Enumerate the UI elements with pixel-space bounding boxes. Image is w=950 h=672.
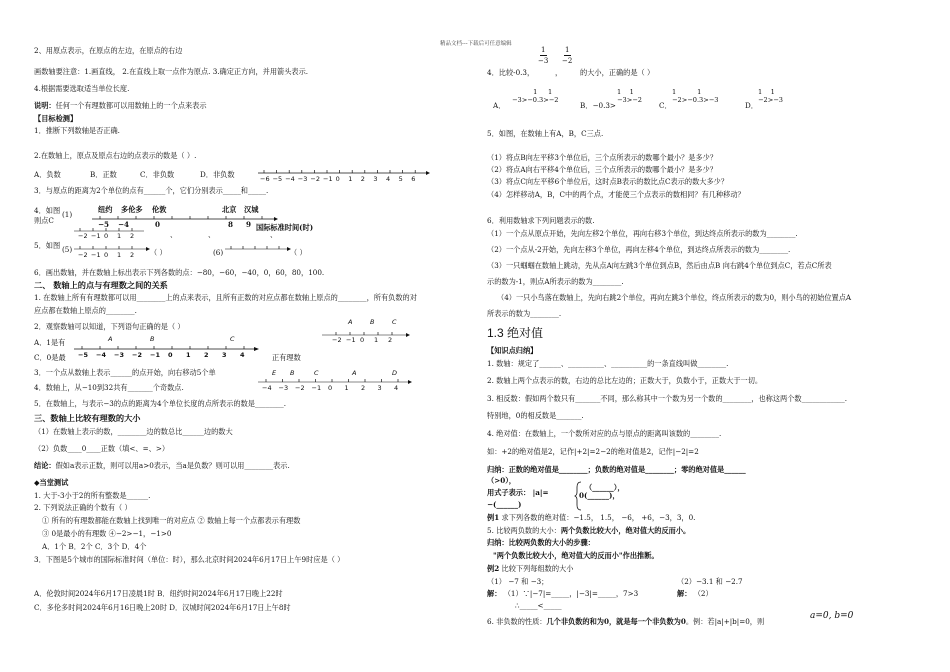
tick-label: −2 [310,175,320,183]
left-line-1: 2、用原点表示，在原点的左边，在原点的右边 [34,46,183,55]
fig-sep-a: 、 [170,230,178,239]
t2-text: 2. 下列说法正确的个数有（ ） [34,503,132,512]
tick-label: −3 [278,384,289,392]
q2-option-a: A．负数 [34,170,61,179]
tick-label: 3 [377,384,382,392]
ex1-text: 求下列各数的绝对值：−1.5， 1.5， −6， +6，−3，3，0. [501,513,696,522]
point-label-D: D [392,369,398,377]
s2-option-a: A．1是有 [34,338,66,347]
tick-label: 1 [374,336,379,344]
point-label-B: B [370,318,375,326]
tick-label: −1 [323,175,333,183]
s2-line-a: 1. 在数轴上所有有理数都可以用________上的点来表示，且所有正数的对应点都在数轴上原点的________，所有负数的对 [34,293,417,302]
tick-label: −1 [91,232,101,240]
city-london: 伦敦 [152,205,167,214]
k4a-text: 如：+2的绝对值是2，记作|+2|=2−2的绝对值是2，记作|−2|=2 [487,447,699,456]
left-line-3: 4.根据需要选取适当单位长度. [34,84,130,93]
frac-den-num: 2 [567,57,573,65]
frac-comma: ， [555,68,563,77]
t3-option-ab: A．伦敦时间2024年6月17日凌晨1时 B．纽约时间2024年6月17日晚上22时 [34,589,283,598]
frac-num: 1 [540,46,546,54]
city-toronto: 多伦多 [121,205,143,214]
point-label-A: A [352,369,357,377]
r-q4-option-a: A． [493,101,506,110]
ex2-label: 例2 [487,564,500,573]
tick-label: −2 [332,336,342,344]
opt-c-expr: 1 1 −2>−0.3>−3 [672,88,719,104]
k6-rule: 几个非负数的和为0，就是每一个非负数为0 [546,617,686,626]
frac-den [562,57,572,65]
ex2-a: （1） −7 和 −3； [487,577,549,586]
fig-sep-c: 、 [270,230,278,239]
fig-label-1: (1) [62,210,73,219]
note-line [34,101,207,110]
r-q6-b: （2）一个点从-2开始，先向左移3个单位，再向左移4个单位，到达终点所表示的数为________. [487,245,791,254]
k5a-text: 归纳：比较两负数的大小的步骤： [487,538,595,547]
tick-label: −1 [311,384,322,392]
k5-label: 5. 比较两负数的大小： [487,526,561,535]
t2-line-b: ③ 0是最小的有理数 ④−2>−1，−1>0 [42,529,172,538]
q1-text: 1．推断下列数轴是否正确. [34,126,120,135]
r-q4-option-d: D． [745,101,758,110]
point-label-A: A [108,335,113,343]
k1-text: 1. 数轴：规定了______、__________、__________的一条直线叫做________. [487,359,729,368]
s2-positive-rational: 正有理数 [272,353,301,362]
tick-label: 1 [344,384,349,392]
frac-bar [564,55,571,56]
sol-line [487,589,638,598]
t3-option-cd: C．多伦多时间2024年6月16日晚上20时 D．汉城时间2024年6月17日上午8时 [34,603,291,612]
tick-label: −2 [78,232,88,240]
tick-label: 2 [388,336,393,344]
r-q5-a: （1）将点B向左平移3个单位后，三个点所表示的数哪个最小？是多少？ [487,153,718,162]
tick-label: −2 [78,251,88,259]
k3a-text: 特别地，0的相反数是_______. [487,411,584,420]
r-q5-c: （3）将点C向左平移6个单位后，这时点B表示的数比点C表示的数大多少？ [487,177,729,186]
r-q6-d: 示的数为-1，则点A所表示的数为________. [487,277,624,286]
tick-label: 2 [130,251,135,259]
tick-label: −2 [295,384,305,392]
sol-label: 解： [487,589,502,598]
opt-a-expr: 1 −3>−0.3>−2 [512,88,559,104]
frac-bar [540,55,547,56]
tz-9: 9 [246,220,252,229]
point-label-C: C [230,335,235,343]
r-q5-d: （4）怎样移动A，B，C中的两个点，才能使三个点表示的数相同？有几种移动？ [487,190,745,199]
sol-text: （1）∵|−7|=_____，|−3|=_____，7>3 [503,589,639,598]
sol3-line [677,589,713,598]
r-q6-a: （1）一个点从原点开始，先向左移2个单位，再向右移3个单位，到达终点所表示的数为________. [487,229,798,238]
q5-text: 5．如图 [34,241,61,250]
tick-label: 3 [373,175,378,183]
r-q5-b: （2）将点A向右平移4个单位后，三个点所表示的数哪个最小？是多少？ [487,165,717,174]
s2-line-c: 2．观察数轴可以知道，下列语句正确的是（ ） [34,322,185,331]
tick-label: −4 [96,351,106,359]
k5-line [487,526,690,535]
tick-label: −2 [132,351,142,359]
point-label-C: C [314,369,319,377]
t2-line-a: ① 所有的有理数都能在数轴上找到唯一的对应点 ② 数轴上每一个点都表示有理数 [42,516,301,525]
k4c-text: （>0）， [487,476,516,485]
tick-label: 1 [117,251,122,259]
t3-text: 3．下图是5个城市的国际标准时间（单位：时），那么北京时间2024年6月17日上午9时应是（ ） [34,555,345,564]
k3-text: 3. 相反数：假如两个数只有_______不同，那么称其中一个数为另一个数的________，也称这两个数____________. [487,394,848,403]
tick-label: 2 [360,175,365,183]
abs-value-title: 1.3 绝对值 [487,326,544,340]
tick-label: −5 [78,351,88,359]
k6-example: 。例：若|a|+|b|=0，则 [685,617,765,626]
conclusion-line [34,461,290,470]
conclusion-text: 假如a表示正数，则可以用a>0表示，当a是负数？则可以用________表示. [55,461,290,470]
k6-answer: a=0, b=0 [810,611,854,621]
tz-0: 0 [155,220,161,229]
k5-rule: 两个负数比较大小，绝对值大的反而小。 [560,526,691,535]
point-label-B: B [290,369,295,377]
s2-option-c: C．0是最 [34,353,66,362]
ex2-text: 比较下列每组数的大小 [501,564,574,573]
r-q4-option-b: B．−0.3> [580,101,616,110]
tick-label: 0 [335,175,340,183]
tick-label: −1 [150,351,160,359]
tick-label: −6 [260,175,270,183]
k2-text: 2. 数轴上两个点表示的数，右边的总比左边的；正数大于，负数小于，正数大于一切。 [487,376,763,385]
k6-label: 6. 非负数的性质： [487,617,547,626]
r-q6-text: 6．利用数轴求下列问题表示的数. [487,216,595,225]
tick-label: 1 [348,175,353,183]
tick-label: −3 [297,175,308,183]
frac-minus: − [538,57,544,65]
tick-label: 0 [360,336,365,344]
tick-label: 3 [222,351,227,359]
q2-option-d: D．非负数 [200,170,235,179]
tick-label: 1 [117,232,122,240]
point-label-E: E [272,369,277,377]
sol3-label: 解： [677,589,692,598]
fig-sep-b: 、 [208,230,216,239]
tick-label: −4 [262,384,272,392]
tick-label: 5 [398,175,403,183]
fig-label-6: (6) [213,248,224,257]
frac-neg-1-3 [538,46,548,65]
tick-label: 1 [186,351,191,359]
left-line-2: 画数轴要注意：1.画直线， 2.在直线上取一点作为原点. 3.确定正方向，并用箭头表示. [34,67,309,76]
k4f-text: −(______) [487,500,522,509]
city-newyork: 纽约 [98,205,113,214]
r-q5-text: 5．如图，在数轴上有A，B，C三点. [487,129,604,138]
page-header-note: 精品文档---下载后可任意编辑 [440,41,512,47]
tick-label: −1 [91,251,101,259]
k4d-text: 用式子表示： |a|= [487,488,549,497]
t1-text: 1. 大于-3小于2的所有整数是______. [34,491,151,500]
ex1-label: 例1 [487,513,500,522]
point-label-A: A [348,318,353,326]
tick-label: 2 [130,232,135,240]
s2-line-g: 3．一个点从数轴上表示______的点开始，向右移动5个单 [34,368,216,377]
tz-m4: −4 [118,220,130,229]
ex2-line [487,564,573,573]
city-beijing: 北京 [222,205,237,214]
tick-label: 4 [394,384,399,392]
tz-m5: −5 [98,220,110,229]
q4-text-b: 则点C [34,216,54,225]
knowledge-heading: 【知识点归纳】 [487,346,538,355]
tick-label: 0 [168,351,173,359]
k5b-text: "两个负数比较大小，绝对值大的反而小"作出推断。 [493,551,659,560]
tick-label: −3 [114,351,124,359]
k4g-text: （______）， [585,483,625,492]
q4-text: 4．如图 [34,206,61,215]
target-check-heading: 【目标检测】 [34,114,78,123]
tick-label: 0 [104,251,109,259]
tz-axis-label: 国际标准时间(时) [256,223,314,232]
tick-label: 0 [328,384,333,392]
ex1-line [487,513,695,522]
k4-text: 4. 绝对值：在数轴上，一个数所对应的点与原点的距离叫该数的________. [487,429,722,438]
q2-option-b: B．正数 [90,170,117,179]
r-q6-f: 所表示的数为________. [487,309,562,318]
frac-minus: − [562,57,568,65]
s2-line-b: 应点都在数轴上原点的________. [34,306,137,315]
tick-label: −4 [285,175,295,183]
tick-label: 4 [386,175,391,183]
section-3-heading: 三、数轴上比较有理数的大小 [34,413,141,423]
note-text: 任何一个有理数都可以用数轴上的一个点来表示 [55,101,207,110]
q3-text: 3．与原点的距离为2个单位的点有______个，它们分别表示_____和_____. [34,186,269,195]
fig5-paren: （ ） [150,248,167,257]
section-2-heading: 二、 数轴上的点与有理数之间的关系 [34,280,168,290]
s3-line-a: （1）在数轴上表示的数，________边的数总比______边的数大 [34,427,233,436]
tick-label: 4 [240,351,245,359]
k6-line [487,617,764,626]
frac-den-num: 3 [543,57,549,65]
frac-num: 1 [564,46,570,54]
frac-neg-1-2 [562,46,572,65]
q6-text: 6．画出数轴，并在数轴上标出表示下列各数的点：−80，−60，−40，0，60，80，100. [34,268,325,277]
tick-label: 0 [104,232,109,240]
conclusion-label: 结论： [34,461,56,470]
r-q4-option-c: C． [659,101,672,110]
fig6-paren: （ ） [290,248,307,257]
point-label-B: B [150,335,155,343]
tick-label: −1 [346,336,356,344]
sol2-line: ∴_____<_____ [515,601,562,610]
frac-den [538,57,548,65]
tick-label: −5 [272,175,283,183]
tick-label: 2 [361,384,366,392]
r-q4-text-b: 的大小，正确的是（ ） [580,68,655,77]
point-label-C: C [392,318,397,326]
r-q4-text-a: 4．比较-0.3， [487,68,535,77]
r-q6-c: （3）一只蝈蝈在数轴上跳动，先从点A向左跳3个单位到点B，然后由点B 向右跳4个单位到点C，若点C所表 [487,261,832,270]
fig-label-5: (5) [62,245,73,254]
class-test-heading: ◆当堂测试 [34,478,69,487]
k4e-text: 0(______)， [579,491,620,500]
tick-label: 6 [411,175,416,183]
sol3-text: （2） [693,589,713,598]
r-q6-e: （4）一只小鸟落在数轴上，先向右跳2个单位，再向左跳3个单位，终点所表示的数为0，则小鸟的初始位置点A [497,293,852,302]
note-label: 说明： [34,101,56,110]
q2-text: 2.在数轴上，原点及原点右边的点表示的数是（ ）. [34,151,197,160]
s3-line-b: （2）负数____0____正数（填<、=、>） [34,444,170,453]
opt-d-expr: 1 1 −2>−3 [758,88,783,104]
s2-line-i: 5．在数轴上，与表示−3的点的距离为4个单位长度的点所表示的数是________. [34,399,287,408]
tick-label: 2 [204,351,209,359]
q2-option-c: C．非负数 [140,170,175,179]
tz-8: 8 [228,220,234,229]
opt-b-expr: 1 1 −3>−2 [617,88,642,104]
opt-a-num2: 1 [548,88,553,96]
ex2-b: （2）−3.1 和 −2.7 [677,577,743,586]
k4b-text: 归纳：正数的绝对值是________；负数的绝对值是________；零的绝对值是______ [487,465,746,474]
t2-line-c: A．1个 B．2个 C．3个 D．4个 [42,542,147,551]
s2-line-h: 4．数轴上，从−10到32共有_______个奇数点. [34,383,184,392]
city-seoul: 汉城 [244,205,259,214]
